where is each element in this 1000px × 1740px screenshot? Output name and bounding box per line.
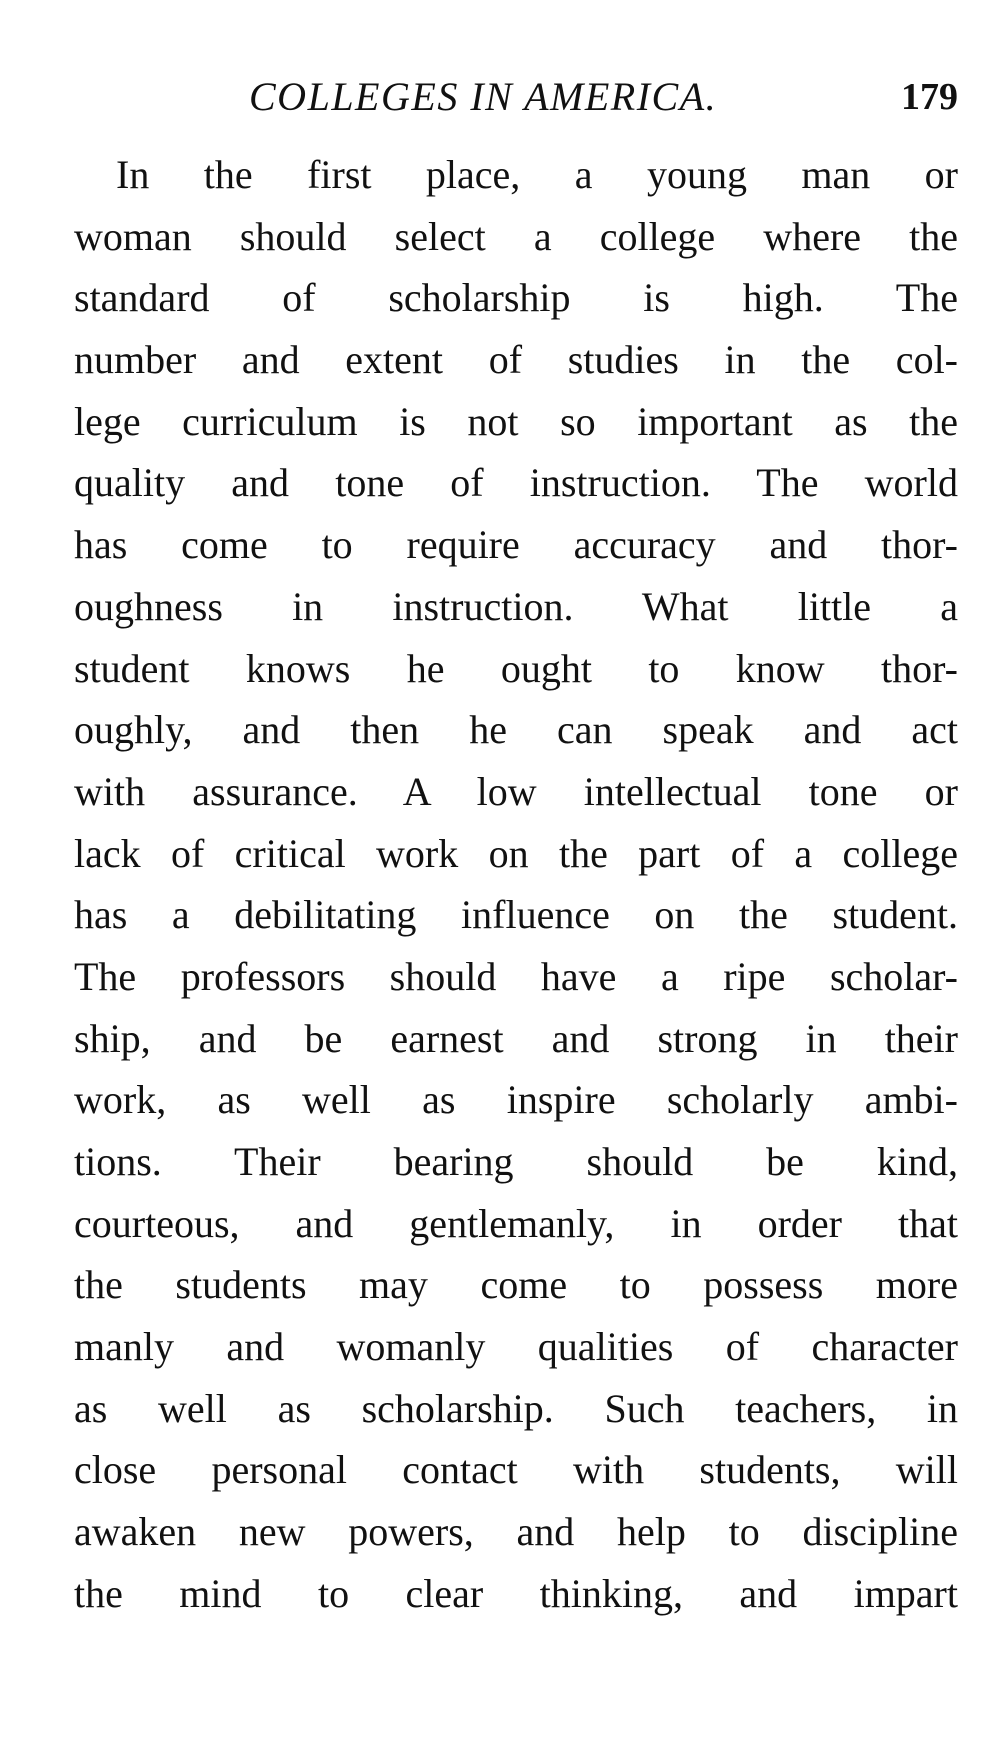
text-line: standard of scholarship is high. The: [74, 275, 958, 321]
text-line: awaken new powers, and help to discipline: [74, 1509, 958, 1555]
text-line: as well as scholarship. Such teachers, in: [74, 1385, 958, 1431]
text-line: ship, and be earnest and strong in their: [74, 1015, 958, 1061]
text-line: has come to require accuracy and thor-: [74, 522, 958, 568]
page-number: 179: [901, 76, 958, 118]
text-line: has a debilitating influence on the student.: [74, 892, 958, 938]
text-line: woman should select a college where the: [74, 213, 958, 259]
text-line: lack of critical work on the part of a college: [74, 830, 958, 876]
text-line: with assurance. A low intellectual tone or: [74, 768, 958, 814]
running-title: COLLEGES IN AMERICA.: [249, 74, 718, 119]
text-line: manly and womanly qualities of character: [74, 1324, 958, 1370]
text-line: close personal contact with students, will: [74, 1447, 958, 1493]
text-line: number and extent of studies in the col-: [74, 337, 958, 383]
text-line: work, as well as inspire scholarly ambi-: [74, 1077, 958, 1123]
text-line: oughness in instruction. What little a: [74, 583, 958, 629]
text-line: The professors should have a ripe scholar-: [74, 953, 958, 999]
text-line: oughly, and then he can speak and act: [74, 707, 958, 753]
text-line: the students may come to possess more: [74, 1262, 958, 1308]
body-paragraph: [74, 144, 958, 1625]
text-line: the mind to clear thinking, and impart: [74, 1570, 958, 1616]
text-line: student knows he ought to know thor-: [74, 645, 958, 691]
text-line: quality and tone of instruction. The world: [74, 460, 958, 506]
text-line: lege curriculum is not so important as the: [74, 398, 958, 444]
running-head: [74, 72, 958, 122]
text-line: In the first place, a young man or: [116, 152, 958, 197]
text-line: courteous, and gentlemanly, in order that: [74, 1200, 958, 1246]
text-line: tions. Their bearing should be kind,: [74, 1139, 958, 1184]
